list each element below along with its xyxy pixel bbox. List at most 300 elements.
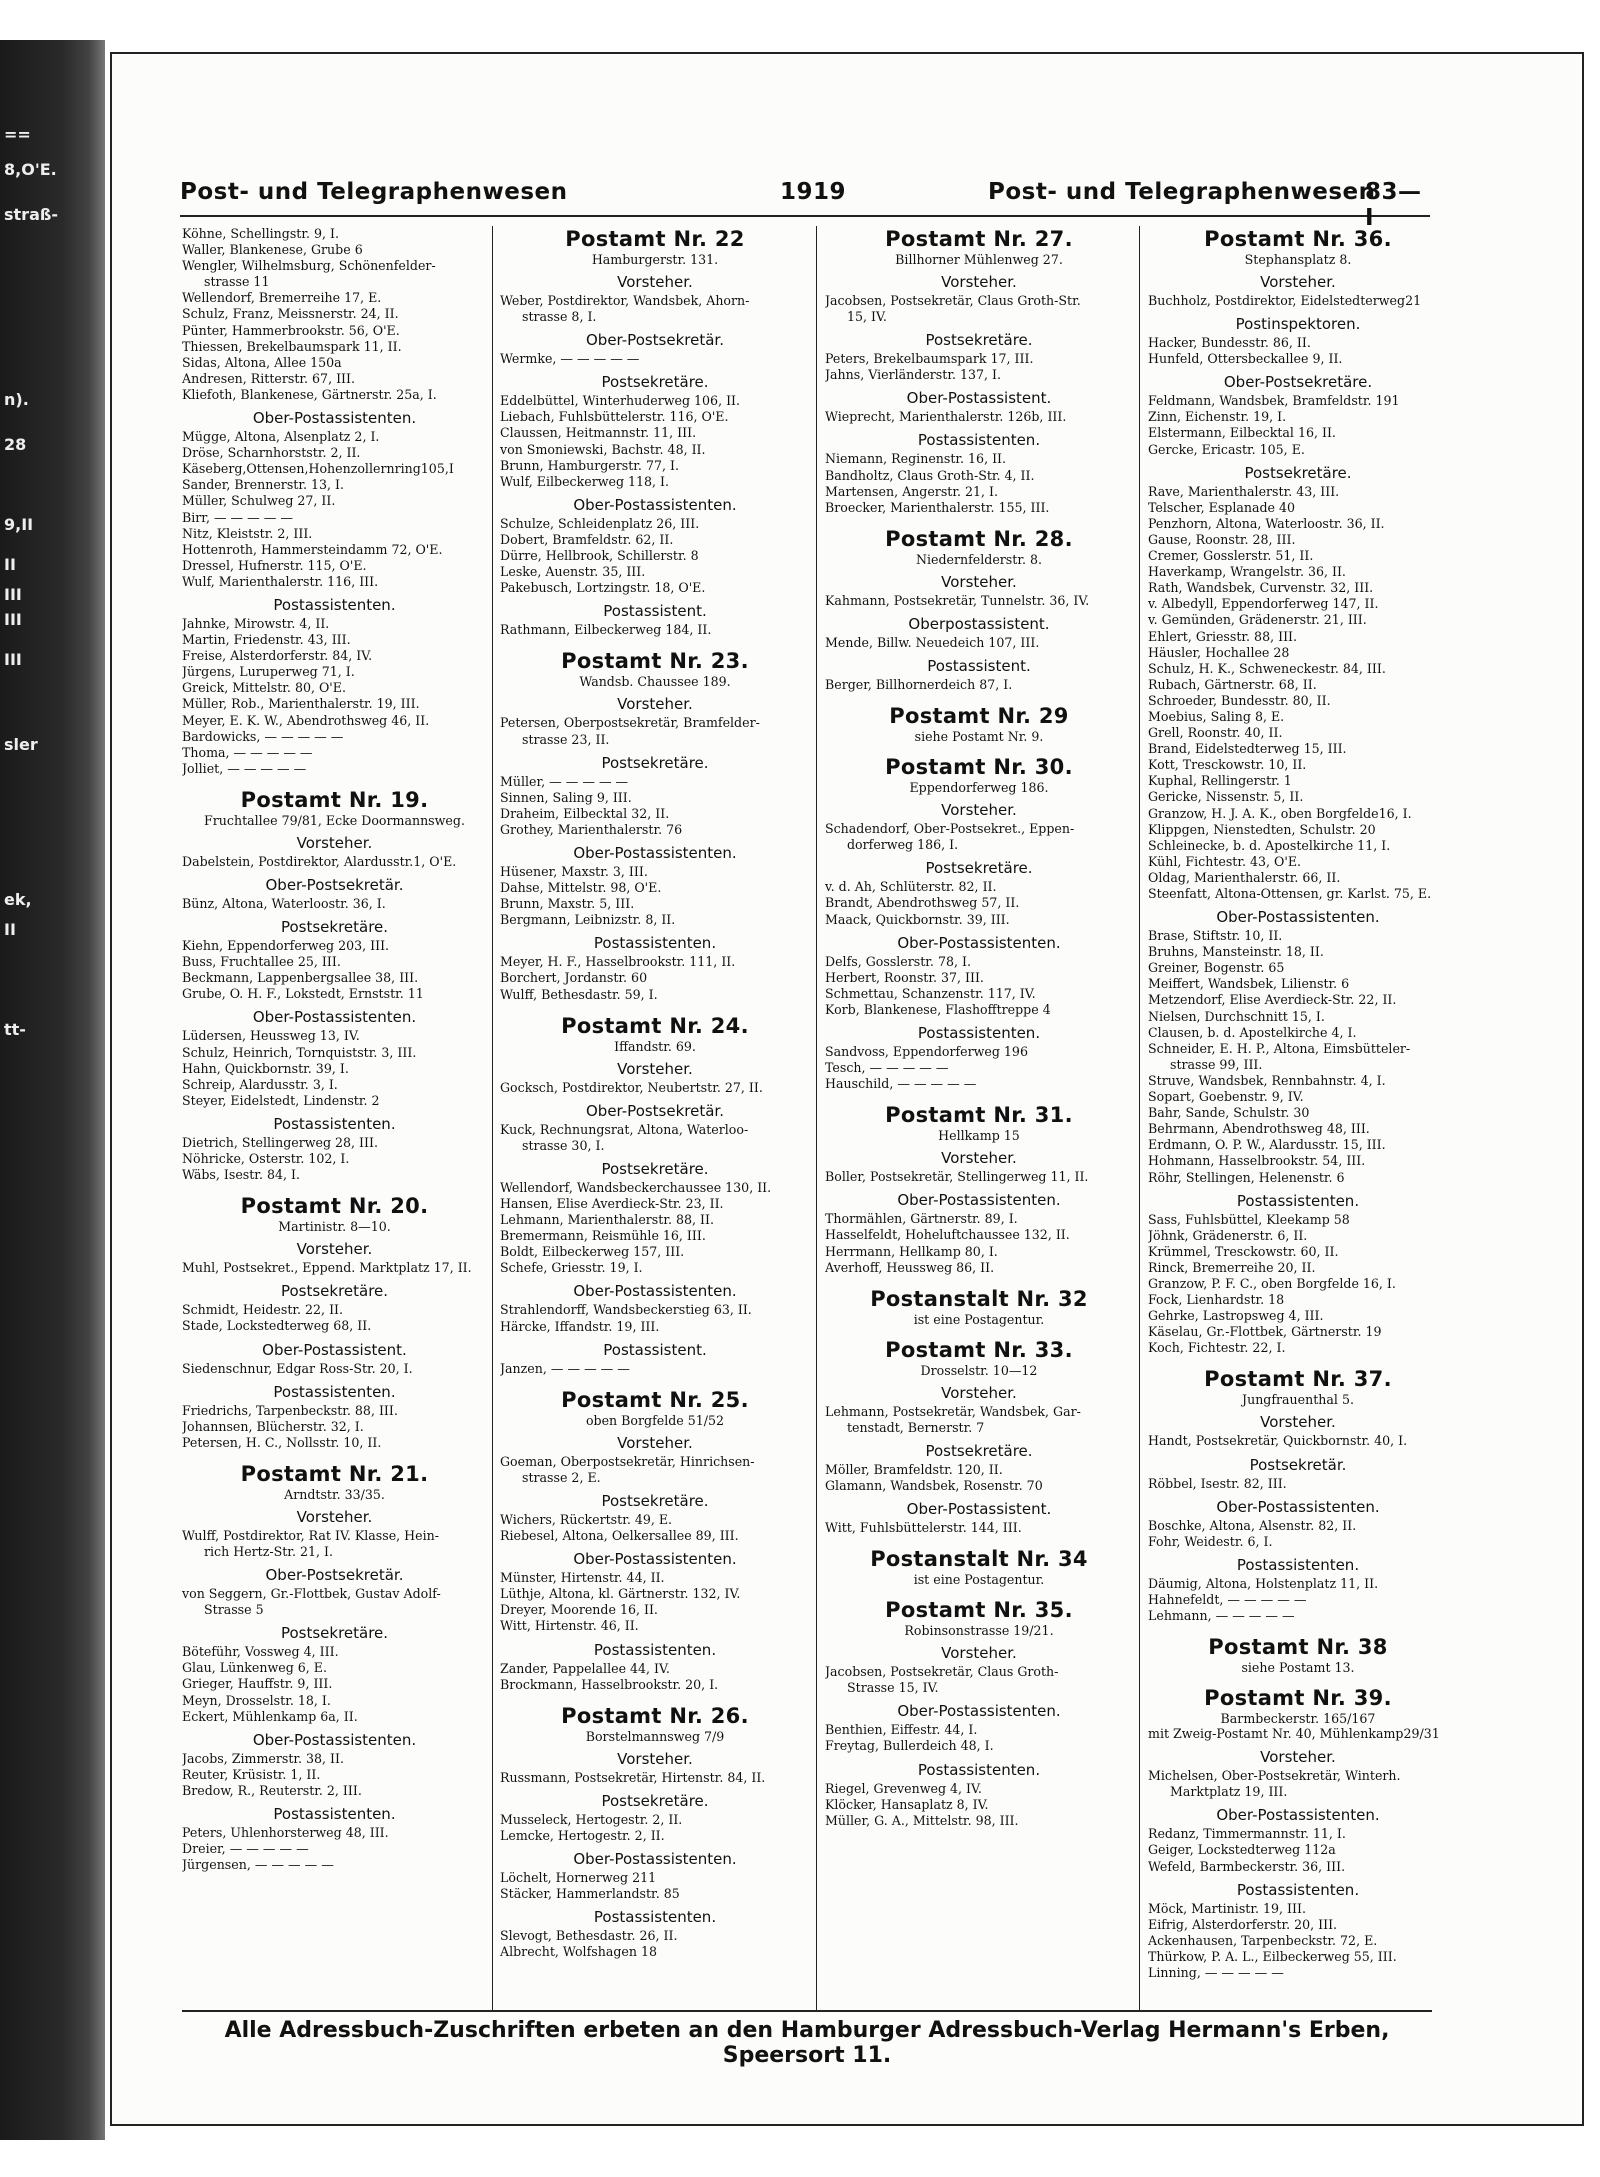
entry-line: Geiger, Lockstedterweg 112a [1148, 1842, 1336, 1858]
entry-line: Koch, Fichtestr. 22, I. [1148, 1340, 1286, 1356]
entry-line: Grube, O. H. F., Lokstedt, Ernststr. 11 [182, 986, 424, 1002]
entry-line: Schreip, Alardusstr. 3, I. [182, 1076, 338, 1092]
section-heading: Postassistent. [927, 657, 1031, 676]
page-number: 83—I [1365, 179, 1422, 231]
entry-line: Bredow, R., Reuterstr. 2, III. [182, 1782, 362, 1798]
entry-continuation: strasse 11 [204, 274, 270, 290]
entry-line: Lüthje, Altona, kl. Gärtnerstr. 132, IV. [500, 1586, 741, 1602]
entry-line: Wulf, Eilbeckerweg 118, I. [500, 473, 670, 489]
section-heading: Ober-Postassistenten. [252, 1730, 417, 1749]
postamt-heading: Postamt Nr. 33. [885, 1337, 1073, 1362]
entry-line: Johannsen, Blücherstr. 32, I. [182, 1418, 364, 1434]
entry-line: Weber, Postdirektor, Wandsbek, Ahorn- [500, 293, 750, 308]
entry-line: Schulze, Schleidenplatz 26, III. [500, 515, 700, 531]
section-heading: Postassistenten. [273, 1114, 396, 1133]
entry-continuation: strasse 8, I. [522, 309, 597, 325]
entry-line: Peters, Uhlenhorsterweg 48, III. [182, 1825, 389, 1840]
entry-line: Schmettau, Schanzenstr. 117, IV. [825, 985, 1036, 1001]
entry-line: Dabelstein, Postdirektor, Alardusstr.1, O'E. [182, 853, 457, 869]
entry-line: Sinnen, Saling 9, III. [500, 789, 632, 805]
entry-line: Brunn, Maxstr. 5, III. [500, 896, 635, 912]
entry-line: Granzow, P. F. C., oben Borgfelde 16, I. [1148, 1275, 1396, 1291]
entry-line: Muhl, Postsekret., Eppend. Marktplatz 17, II. [182, 1260, 472, 1276]
entry-line: Steyer, Eidelstedt, Lindenstr. 2 [182, 1092, 380, 1108]
entry-line: Dürre, Hellbrook, Schillerstr. 8 [500, 548, 699, 564]
entry-line: Benthien, Eiffestr. 44, I. [825, 1722, 978, 1738]
left-fragment-text: == [4, 125, 31, 144]
entry-line: Jacobsen, Postsekretär, Claus Groth-Str. [825, 293, 1081, 308]
section-heading: Ober-Postsekretär. [586, 331, 724, 350]
entry-line: Schleinecke, b. d. Apostelkirche 11, I. [1148, 837, 1391, 853]
entry-line: Grieger, Hauffstr. 9, III. [182, 1676, 333, 1692]
section-heading: Vorsteher. [617, 1749, 693, 1768]
section-heading: Ober-Postassistent. [262, 1340, 407, 1359]
entry-line: Albrecht, Wolfshagen 18 [500, 1944, 657, 1960]
section-heading: Postsekretäre. [601, 753, 709, 772]
postamt-heading: Postamt Nr. 35. [885, 1598, 1073, 1623]
entry-continuation: strasse 99, III. [1170, 1056, 1263, 1072]
section-heading: Ober-Postassistenten. [573, 843, 737, 862]
section-heading: Ober-Postassistenten. [252, 1008, 417, 1027]
section-heading: Vorsteher. [617, 273, 693, 291]
postamt-heading: Postamt Nr. 24. [561, 1013, 749, 1038]
entry-line: Wulff, Postdirektor, Rat IV. Klasse, Hein- [182, 1527, 440, 1543]
postamt-heading: Postamt Nr. 19. [240, 787, 429, 812]
entry-line: Witt, Fuhlsbüttelerstr. 144, III. [825, 1520, 1022, 1536]
directory-columns [182, 226, 1440, 2006]
section-heading: Postassistenten. [1236, 1880, 1360, 1899]
entry-line: Ehlert, Griesstr. 88, III. [1148, 628, 1298, 644]
entry-line: Kiehn, Eppendorferweg 203, III. [182, 938, 390, 954]
entry-line: Nielsen, Durchschnitt 15, I. [1148, 1008, 1325, 1024]
entry-line: Petersen, Oberpostsekretär, Bramfelder- [500, 715, 760, 731]
section-heading: Vorsteher. [941, 1149, 1017, 1168]
entry-continuation: Strasse 5 [204, 1602, 264, 1618]
postamt-heading: Postamt Nr. 30. [885, 755, 1073, 780]
section-heading: Postinspektoren. [1235, 315, 1361, 334]
entry-line: Brase, Stiftstr. 10, II. [1148, 928, 1283, 944]
entry-line: Slevogt, Bethesdastr. 26, II. [500, 1928, 678, 1944]
left-page-fragments [0, 40, 105, 2140]
entry-line: Maack, Quickbornstr. 39, III. [825, 911, 1010, 927]
entry-line: Boschke, Altona, Alsenstr. 82, II. [1148, 1517, 1357, 1533]
entry-line: Dreier, — — — — — [182, 1841, 309, 1857]
entry-line: Meyer, E. K. W., Abendrothsweg 46, II. [182, 712, 430, 728]
postamt-heading: Postamt Nr. 20. [240, 1194, 429, 1219]
entry-continuation: strasse 30, I. [522, 1137, 605, 1153]
column-3 [825, 226, 1133, 2006]
section-heading: Vorsteher. [1260, 273, 1336, 291]
entry-line: Rinck, Bremerreihe 20, II. [1148, 1259, 1316, 1275]
section-heading: Oberpostassistent. [908, 614, 1050, 633]
entry-line: Dröse, Scharnhorststr. 2, II. [182, 445, 361, 461]
section-heading: Ober-Postassistenten. [897, 1191, 1061, 1210]
entry-line: v. d. Ah, Schlüterstr. 82, II. [825, 879, 997, 895]
entry-line: Müller, Schulweg 27, II. [182, 493, 336, 509]
postamt-heading: Postamt Nr. 28. [885, 526, 1073, 551]
section-heading: Postsekretäre. [925, 1441, 1033, 1460]
entry-line: Hüsener, Maxstr. 3, III. [500, 863, 648, 879]
entry-line: Grell, Roonstr. 40, II. [1148, 725, 1283, 741]
left-fragment-text: III [4, 610, 22, 629]
section-heading: Ober-Postassistent. [906, 389, 1052, 408]
section-heading: Postassistenten. [593, 1908, 717, 1927]
entry-line: Erdmann, O. P. W., Alardusstr. 15, III. [1148, 1137, 1386, 1153]
entry-line: Herbert, Roonstr. 37, III. [825, 969, 984, 985]
entry-line: Meyn, Drosselstr. 18, I. [182, 1692, 331, 1708]
section-heading: Ober-Postassistenten. [897, 933, 1061, 952]
postamt-address: Martinistr. 8—10. [278, 1219, 391, 1235]
entry-line: Jolliet, — — — — — [182, 760, 307, 776]
section-heading: Postsekretäre. [925, 331, 1033, 350]
postamt-heading: Postamt Nr. 36. [1204, 227, 1392, 251]
postamt-heading: Postanstalt Nr. 32 [870, 1286, 1088, 1311]
entry-continuation: Marktplatz 19, III. [1170, 1784, 1288, 1800]
entry-line: Friedrichs, Tarpenbeckstr. 88, III. [182, 1402, 398, 1418]
entry-line: Wefeld, Barmbeckerstr. 36, III. [1148, 1858, 1346, 1874]
entry-line: Hahn, Quickbornstr. 39, I. [182, 1060, 349, 1076]
entry-line: Waller, Blankenese, Grube 6 [182, 242, 363, 258]
entry-line: Bahr, Sande, Schulstr. 30 [1148, 1105, 1310, 1121]
section-heading: Vorsteher. [941, 273, 1017, 291]
section-heading: Postassistenten. [1236, 1555, 1360, 1574]
postamt-address: oben Borgfelde 51/52 [585, 1412, 725, 1428]
entry-line: Böteführ, Vossweg 4, III. [182, 1644, 339, 1660]
entry-line: Kühl, Fichtestr. 43, O'E. [1148, 853, 1302, 869]
postamt-address: Hellkamp 15 [938, 1128, 1020, 1144]
section-heading: Ober-Postassistenten. [1216, 1497, 1380, 1516]
entry-line: Penzhorn, Altona, Waterloostr. 36, II. [1148, 515, 1385, 531]
entry-line: Dahse, Mittelstr. 98, O'E. [500, 880, 662, 896]
entry-line: Gause, Roonstr. 28, III. [1148, 531, 1296, 547]
entry-line: Jürgensen, — — — — — [182, 1857, 334, 1873]
entry-line: Claussen, Heitmannstr. 11, III. [500, 425, 697, 441]
entry-line: Möck, Martinistr. 19, III. [1148, 1900, 1306, 1916]
entry-line: Kuck, Rechnungsrat, Altona, Waterloo- [500, 1121, 749, 1137]
entry-line: Stade, Lockstedterweg 68, II. [182, 1318, 372, 1334]
entry-line: Berger, Billhornerdeich 87, I. [825, 677, 1013, 693]
section-heading: Postassistenten. [273, 1382, 396, 1401]
entry-continuation: dorferweg 186, I. [847, 837, 959, 853]
entry-line: Rubach, Gärtnerstr. 68, II. [1148, 676, 1317, 692]
entry-line: Käselau, Gr.-Flottbek, Gärtnerstr. 19 [1148, 1324, 1382, 1340]
entry-line: Gercke, Ericastr. 105, E. [1148, 441, 1305, 457]
entry-line: Liebach, Fuhlsbüttelerstr. 116, O'E. [500, 409, 729, 425]
entry-line: Nitz, Kleiststr. 2, III. [182, 525, 313, 541]
entry-line: Mende, Billw. Neuedeich 107, III. [825, 634, 1040, 650]
section-heading: Vorsteher. [296, 1507, 373, 1526]
postamt-address: Borstelmannsweg 7/9 [585, 1728, 725, 1744]
entry-line: Hunfeld, Ottersbeckallee 9, II. [1148, 351, 1343, 367]
postamt-address: siehe Postamt 13. [1241, 1660, 1355, 1676]
section-heading: Ober-Postassistenten. [573, 1282, 737, 1301]
section-heading: Vorsteher. [1260, 1413, 1336, 1432]
entry-continuation: strasse 23, II. [522, 731, 610, 747]
entry-line: Schneider, E. H. P., Altona, Eimsbütteler- [1148, 1040, 1411, 1056]
section-heading: Postassistenten. [917, 1023, 1041, 1042]
entry-line: Sander, Brennerstr. 13, I. [182, 477, 345, 493]
entry-line: Mügge, Altona, Alsenplatz 2, I. [182, 429, 380, 445]
postamt-address: Fruchtallee 79/81, Ecke Doormannsweg. [204, 812, 465, 828]
entry-line: Elstermann, Eilbecktal 16, II. [1148, 425, 1336, 441]
entry-line: Borchert, Jordanstr. 60 [500, 970, 648, 986]
entry-line: Reuter, Krüsistr. 1, II. [182, 1766, 321, 1782]
entry-line: Sidas, Altona, Allee 150a [182, 354, 342, 370]
postamt-heading: Postamt Nr. 23. [561, 649, 749, 674]
entry-line: Andresen, Ritterstr. 67, III. [182, 370, 356, 386]
entry-line: Brand, Eidelstedterweg 15, III. [1148, 741, 1347, 757]
entry-line: Sopart, Goebenstr. 9, IV. [1148, 1089, 1304, 1105]
entry-line: Möller, Bramfeldstr. 120, II. [825, 1461, 1003, 1477]
entry-line: Pakebusch, Lortzingstr. 18, O'E. [500, 580, 706, 596]
section-heading: Postassistent. [603, 602, 707, 621]
left-fragment-text: III [4, 585, 22, 604]
section-heading: Vorsteher. [617, 1059, 693, 1078]
left-fragment-text: II [4, 920, 16, 939]
section-heading: Postsekretär. [1249, 1455, 1347, 1474]
section-heading: Ober-Postassistenten. [897, 1702, 1061, 1721]
entry-line: Haverkamp, Wrangelstr. 36, II. [1148, 564, 1346, 580]
entry-continuation: Strasse 15, IV. [847, 1680, 939, 1696]
postamt-heading: Postamt Nr. 31. [885, 1103, 1073, 1128]
entry-line: Petersen, H. C., Nollsstr. 10, II. [182, 1434, 382, 1450]
postamt-address: Robinsonstrasse 19/21. [904, 1623, 1054, 1639]
entry-line: Metzendorf, Elise Averdieck-Str. 22, II. [1148, 992, 1397, 1008]
entry-line: Schulz, Franz, Meissnerstr. 24, II. [182, 306, 399, 322]
entry-line: Draheim, Eilbecktal 32, II. [500, 805, 670, 821]
entry-line: Brandt, Abendrothsweg 57, II. [825, 895, 1020, 911]
entry-line: v. Albedyll, Eppendorferweg 147, II. [1148, 596, 1379, 612]
entry-line: Bandholtz, Claus Groth-Str. 4, II. [825, 467, 1035, 483]
entry-line: Feldmann, Wandsbek, Bramfeldstr. 191 [1148, 393, 1400, 409]
header-year: 1919 [780, 179, 847, 205]
entry-line: Dreyer, Moorende 16, II. [500, 1602, 658, 1618]
section-heading: Ober-Postassistenten. [573, 1849, 737, 1868]
entry-line: Kliefoth, Blankenese, Gärtnerstr. 25a, I. [182, 386, 437, 402]
entry-line: Cremer, Gosslerstr. 51, II. [1148, 548, 1314, 564]
postamt-heading: Postamt Nr. 21. [240, 1461, 429, 1486]
entry-line: Müller, G. A., Mittelstr. 98, III. [825, 1812, 1019, 1828]
column-divider [816, 226, 817, 2011]
section-heading: Vorsteher. [617, 1433, 693, 1452]
entry-line: Thormählen, Gärtnerstr. 89, I. [825, 1211, 1018, 1227]
column-2 [500, 226, 810, 2006]
section-heading: Postassistenten. [1236, 1191, 1360, 1210]
entry-line: Boldt, Eilbeckerweg 157, III. [500, 1244, 685, 1260]
entry-line: Eddelbüttel, Winterhuderweg 106, II. [500, 393, 741, 409]
entry-line: Wulff, Bethesdastr. 59, I. [500, 986, 658, 1002]
entry-line: Thiessen, Brekelbaumspark 11, II. [182, 338, 402, 354]
entry-line: Delfs, Gosslerstr. 78, I. [825, 953, 971, 969]
entry-line: Fohr, Weidestr. 6, I. [1148, 1533, 1273, 1549]
section-heading: Postsekretäre. [601, 1159, 709, 1178]
entry-line: Klippgen, Nienstedten, Schulstr. 20 [1148, 821, 1376, 837]
entry-line: Handt, Postsekretär, Quickbornstr. 40, I. [1148, 1433, 1408, 1449]
section-heading: Postassistenten. [273, 1805, 396, 1823]
postamt-heading: Postamt Nr. 38 [1208, 1635, 1388, 1660]
entry-line: Eckert, Mühlenkamp 6a, II. [182, 1708, 358, 1724]
section-heading: Ober-Postassistent. [906, 1500, 1052, 1519]
entry-line: Bünz, Altona, Waterloostr. 36, I. [182, 896, 386, 911]
entry-line: Kuphal, Rellingerstr. 1 [1148, 773, 1292, 789]
entry-continuation: tenstadt, Bernerstr. 7 [847, 1419, 985, 1435]
page-header [180, 175, 1430, 231]
entry-line: Linning, — — — — — [1148, 1965, 1284, 1981]
entry-line: Lemcke, Hertogestr. 2, II. [500, 1827, 665, 1843]
entry-line: mit Zweig-Postamt Nr. 40, Mühlenkamp29/31 [1148, 1726, 1440, 1742]
entry-line: Bergmann, Leibnizstr. 8, II. [500, 912, 676, 928]
postamt-address: Barmbeckerstr. 165/167 [1220, 1711, 1376, 1727]
section-heading: Postassistenten. [273, 595, 396, 614]
section-heading: Ober-Postassistenten. [1216, 1806, 1380, 1825]
postamt-address: siehe Postamt Nr. 9. [914, 729, 1044, 745]
entry-line: Thoma, — — — — — [182, 744, 313, 760]
entry-line: Martensen, Angerstr. 21, I. [825, 483, 998, 499]
entry-line: Krümmel, Tresckowstr. 60, II. [1148, 1243, 1339, 1259]
entry-line: Hahnefeldt, — — — — — [1148, 1591, 1307, 1607]
entry-line: Wermke, — — — — — [500, 351, 640, 367]
postamt-heading: Postamt Nr. 22 [565, 227, 745, 251]
section-heading: Postassistenten. [917, 1760, 1041, 1779]
entry-line: Gocksch, Postdirektor, Neubertstr. 27, II. [500, 1079, 763, 1095]
postamt-address: Wandsb. Chaussee 189. [579, 674, 731, 690]
entry-line: Schulz, Heinrich, Tornquiststr. 3, III. [182, 1044, 417, 1060]
entry-continuation: rich Hertz-Str. 21, I. [204, 1543, 333, 1559]
postamt-address: ist eine Postagentur. [913, 1311, 1045, 1327]
entry-line: Buss, Fruchtallee 25, III. [182, 954, 341, 970]
entry-line: Münster, Hirtenstr. 44, II. [500, 1570, 665, 1586]
entry-line: Janzen, — — — — — [500, 1360, 630, 1376]
entry-line: Greiner, Bogenstr. 65 [1148, 960, 1285, 976]
entry-line: Clausen, b. d. Apostelkirche 4, I. [1148, 1024, 1357, 1040]
section-heading: Ober-Postassistenten. [1216, 908, 1380, 927]
entry-line: Birr, — — — — — [182, 509, 293, 525]
entry-line: Härcke, Iffandstr. 19, III. [500, 1318, 660, 1334]
entry-line: Lüdersen, Heussweg 13, IV. [182, 1028, 360, 1044]
entry-line: Wäbs, Isestr. 84, I. [182, 1167, 300, 1183]
entry-line: Käseberg,Ottensen,Hohenzollernring105,I [182, 461, 454, 477]
entry-line: Hauschild, — — — — — [825, 1076, 977, 1092]
section-heading: Postsekretäre. [925, 859, 1033, 878]
entry-line: Wieprecht, Marienthalerstr. 126b, III. [825, 409, 1067, 425]
postamt-address: Iffandstr. 69. [614, 1038, 696, 1054]
entry-line: Fock, Lienhardstr. 18 [1148, 1292, 1285, 1308]
entry-line: Granzow, H. J. A. K., oben Borgfelde16, I. [1148, 805, 1412, 821]
entry-line: Hohmann, Hasselbrookstr. 54, III. [1148, 1153, 1366, 1169]
column-divider [492, 226, 493, 2011]
entry-line: Hottenroth, Hammersteindamm 72, O'E. [182, 541, 443, 557]
entry-line: Zander, Pappelallee 44, IV. [500, 1660, 670, 1676]
header-right-title: Post- und Telegraphenwesen [988, 179, 1376, 205]
header-left-title: Post- und Telegraphenwesen [180, 179, 568, 205]
entry-line: Brunn, Hamburgerstr. 77, I. [500, 457, 679, 473]
entry-line: Sass, Fuhlsbüttel, Kleekamp 58 [1148, 1211, 1350, 1227]
postamt-heading: Postamt Nr. 26. [561, 1703, 749, 1728]
entry-line: v. Gemünden, Grädenerstr. 21, III. [1148, 612, 1367, 628]
entry-line: Gehrke, Lastropsweg 4, III. [1148, 1308, 1324, 1324]
entry-line: Klöcker, Hansaplatz 8, IV. [825, 1796, 989, 1812]
section-heading: Postsekretäre. [601, 1491, 709, 1510]
entry-line: Kott, Tresckowstr. 10, II. [1148, 757, 1307, 773]
entry-line: Redanz, Timmermannstr. 11, I. [1148, 1826, 1346, 1842]
postamt-address: Jungfrauenthal 5. [1242, 1392, 1354, 1408]
left-fragment-text: straß- [4, 205, 59, 224]
entry-line: Kahmann, Postsekretär, Tunnelstr. 36, IV. [825, 592, 1090, 608]
section-heading: Vorsteher. [941, 801, 1017, 820]
section-heading: Postsekretäre. [280, 1282, 389, 1301]
left-fragment-text: tt- [4, 1020, 26, 1039]
section-heading: Postsekretäre. [280, 918, 389, 937]
entry-line: Jahnke, Mirowstr. 4, II. [182, 615, 330, 631]
postamt-address: Arndtstr. 33/35. [284, 1486, 385, 1502]
column-divider [1139, 226, 1140, 2011]
postamt-address: Eppendorferweg 186. [909, 780, 1049, 796]
column-1 [182, 226, 487, 2006]
entry-line: Häusler, Hochallee 28 [1148, 644, 1290, 660]
section-heading: Vorsteher. [941, 1383, 1017, 1402]
left-fragment-text: III [4, 650, 22, 669]
postamt-heading: Postanstalt Nr. 34 [870, 1547, 1088, 1572]
entry-line: Löchelt, Hornerweg 211 [500, 1869, 657, 1885]
entry-line: Greick, Mittelstr. 80, O'E. [182, 680, 346, 696]
entry-line: Korb, Blankenese, Flashofftreppe 4 [825, 1001, 1051, 1017]
entry-line: Jacobsen, Postsekretär, Claus Groth- [825, 1664, 1059, 1680]
entry-line: Siedenschnur, Edgar Ross-Str. 20, I. [182, 1360, 413, 1376]
entry-line: Bruhns, Mansteinstr. 18, II. [1148, 944, 1324, 960]
entry-line: Rathmann, Eilbeckerweg 184, II. [500, 622, 712, 638]
entry-line: Moebius, Saling 8, E. [1148, 708, 1285, 724]
postamt-address: Drosselstr. 10—12 [920, 1362, 1038, 1378]
entry-line: Dietrich, Stellingerweg 28, III. [182, 1134, 378, 1150]
publisher-footer: Alle Adressbuch-Zuschriften erbeten an den Hamburger Adressbuch-Verlag Hermann's Erben, Speersort 11. [182, 2010, 1432, 2054]
section-heading: Vorsteher. [941, 572, 1017, 591]
left-fragment-text: n). [4, 390, 29, 409]
entry-line: Riebesel, Altona, Oelkersallee 89, III. [500, 1528, 739, 1544]
entry-line: Wichers, Rückertstr. 49, E. [500, 1511, 673, 1527]
left-fragment-text: sler [4, 735, 38, 754]
entry-line: Jöhnk, Grädenerstr. 6, II. [1148, 1227, 1308, 1243]
entry-line: Glau, Lünkenweg 6, E. [182, 1660, 328, 1676]
entry-line: Lehmann, Postsekretär, Wandsbek, Gar- [825, 1403, 1081, 1419]
entry-line: Schulz, H. K., Schweneckestr. 84, III. [1148, 660, 1386, 676]
entry-line: Peters, Brekelbaumspark 17, III. [825, 351, 1034, 367]
section-heading: Vorsteher. [296, 1240, 373, 1259]
entry-line: Wellendorf, Wandsbeckerchaussee 130, II. [500, 1179, 772, 1195]
entry-line: Broecker, Marienthalerstr. 155, III. [825, 499, 1050, 515]
entry-line: Bardowicks, — — — — — [182, 728, 344, 744]
entry-line: Wellendorf, Bremerreihe 17, E. [182, 290, 382, 306]
entry-line: von Smoniewski, Bachstr. 48, II. [500, 441, 706, 457]
section-heading: Vorsteher. [941, 1644, 1017, 1663]
entry-line: Brockmann, Hasselbrookstr. 20, I. [500, 1676, 719, 1692]
entry-line: Nöhricke, Osterstr. 102, I. [182, 1151, 350, 1167]
postamt-heading: Postamt Nr. 25. [561, 1387, 749, 1412]
entry-line: Müller, Rob., Marienthalerstr. 19, III. [182, 696, 420, 712]
entry-line: Steenfatt, Altona-Ottensen, gr. Karlst. 75, E. [1148, 886, 1432, 901]
entry-line: Russmann, Postsekretär, Hirtenstr. 84, II. [500, 1769, 766, 1785]
postamt-address: Billhorner Mühlenweg 27. [895, 252, 1063, 267]
postamt-heading: Postamt Nr. 27. [885, 227, 1073, 251]
postamt-heading: Postamt Nr. 29 [889, 704, 1069, 729]
entry-line: Goeman, Oberpostsekretär, Hinrichsen- [500, 1453, 755, 1469]
entry-line: Averhoff, Heussweg 86, II. [825, 1259, 995, 1275]
entry-line: Grothey, Marienthalerstr. 76 [500, 821, 683, 837]
entry-line: Dobert, Bramfeldstr. 62, II. [500, 531, 674, 547]
entry-line: Strahlendorff, Wandsbeckerstieg 63, II. [500, 1302, 752, 1318]
entry-line: Röhr, Stellingen, Helenenstr. 6 [1148, 1169, 1345, 1185]
entry-line: Lehmann, — — — — — [1148, 1608, 1295, 1623]
postamt-address: Stephansplatz 8. [1244, 252, 1352, 267]
